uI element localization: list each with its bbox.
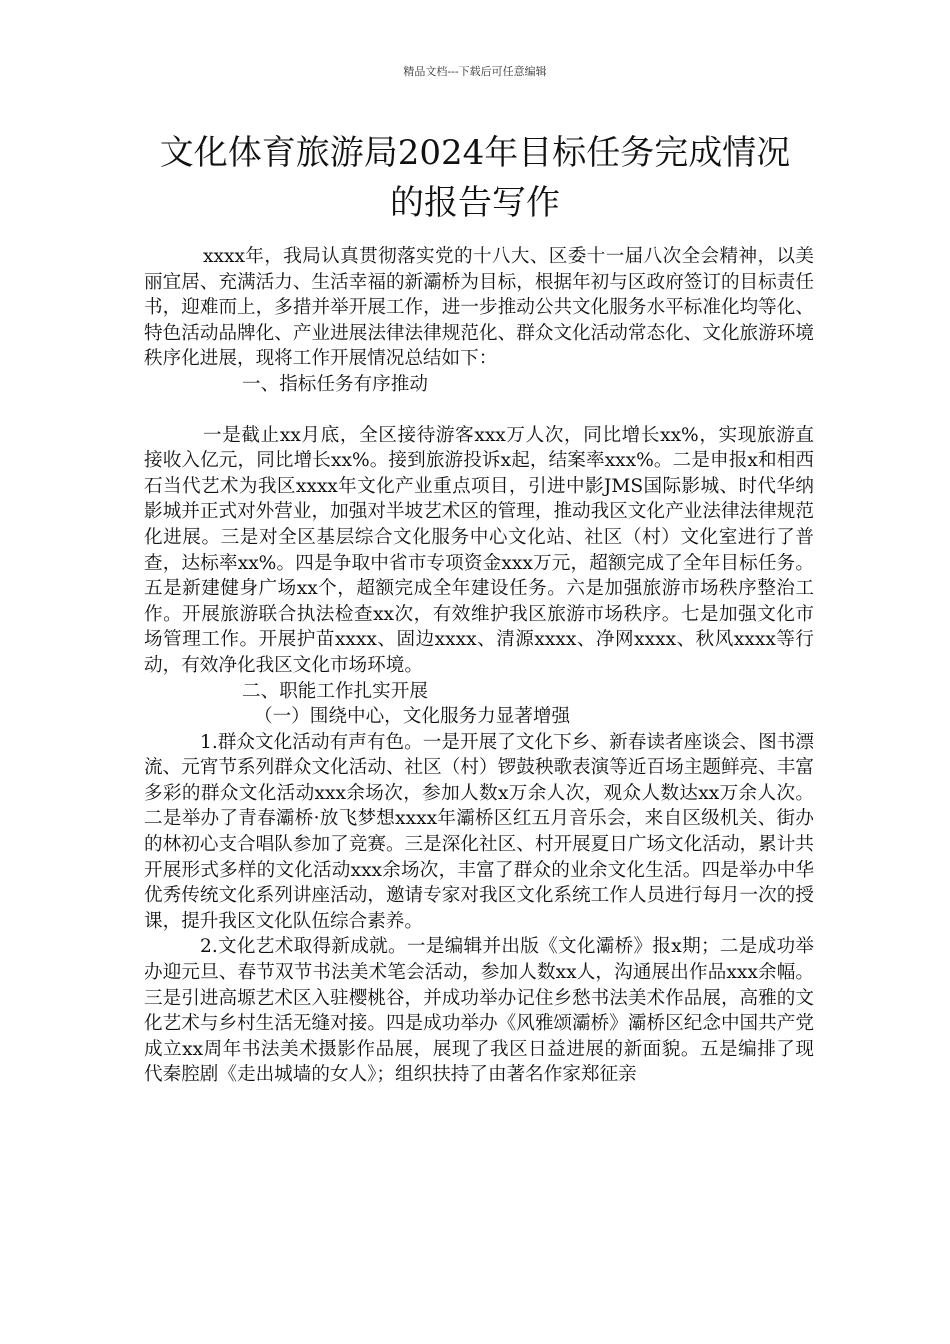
body-paragraph: 1.群众文化活动有声有色。一是开展了文化下乡、新春读者座谈会、图书漂流、元宵节系列群众文化活动、社区（村）锣鼓秧歌表演等近百场主题鲜亮、丰富多彩的群众文化活动xxx余场次，参加人数x万余人次，观众人数达xx万余人次。二是举办了青春灞桥·放飞梦想xxxx年灞桥区红五月音乐会，来自区级机关、街办的林初心支合唱队参加了竞赛。三是深化社区、村开展夏日广场文化活动，累计共开展形式多样的文化活动xxx余场次，丰富了群众的业余文化生活。四是举办中华优秀传统文化系列讲座活动，邀请专家对我区文化系统工作人员进行每月一次的授课，提升我区文化队伍综合素养。: [144, 731, 814, 932]
intro-paragraph: xxxx年，我局认真贯彻落实党的十八大、区委十一届八次全会精神，以美丽宜居、充满活力、生活幸福的新灞桥为目标，根据年初与区政府签订的目标责任书，迎难而上，多措并举开展工作，进一步推动公共文化服务水平标准化均等化、特色活动品牌化、产业进展法律法律规范化、群众文化活动常态化、文化旅游环境秩序化进展，现将工作开展情况总结如下：: [144, 246, 814, 370]
header-note: 精品文档---下载后可任意编辑: [403, 65, 547, 78]
document-title: [120, 128, 830, 228]
body-paragraph: 一是截止xx月底，全区接待游客xxx万人次，同比增长xx%，实现旅游直接收入亿元，同比增长xx%。接到旅游投诉x起，结案率xxx%。二是申报x和相西石当代艺术为我区xxxx年文化产业重点项目，引进中影JMS国际影城、时代华纳影城并正式对外营业，加强对半坡艺术区的管理，推动我区文化产业法律法律规范化进展。三是对全区基层综合文化服务中心文化站、社区（村）文化室进行了普查，达标率xx%。四是争取中省市专项资金xxx万元，超额完成了全年目标任务。五是新建健身广场xx个，超额完成全年建设任务。六是加强旅游市场秩序整治工作。开展旅游联合执法检查xx次，有效维护我区旅游市场秩序。七是加强文化市场管理工作。开展护苗xxxx、固边xxxx、清源xxxx、净网xxxx、秋风xxxx等行动，有效净化我区文化市场环境。: [144, 424, 814, 676]
body-paragraph: 2.文化艺术取得新成就。一是编辑并出版《文化灞桥》报x期；二是成功举办迎元旦、春节双节书法美术笔会活动，参加人数xx人，沟通展出作品xxx余幅。三是引进高塬艺术区入驻樱桃谷，并成功举办记住乡愁书法美术作品展，高雅的文化艺术与乡村生活无缝对接。四是成功举办《风雅颂灞桥》灞桥区纪念中国共产党成立xx周年书法美术摄影作品展，展现了我区日益进展的新面貌。五是编排了现代秦腔剧《走出城墙的女人》；组织扶持了由著名作家郑征亲: [144, 936, 814, 1086]
document-body: [144, 244, 814, 1088]
section-heading-1: 一、指标任务有序推动: [242, 373, 428, 395]
title-line-2: 的报告写作: [390, 183, 560, 223]
section-heading-2: 二、职能工作扎实开展: [242, 680, 428, 702]
subsection-heading: （一）围绕中心，文化服务力显著增强: [254, 706, 571, 728]
title-line-1: 文化体育旅游局2024年目标任务完成情况: [159, 133, 791, 173]
